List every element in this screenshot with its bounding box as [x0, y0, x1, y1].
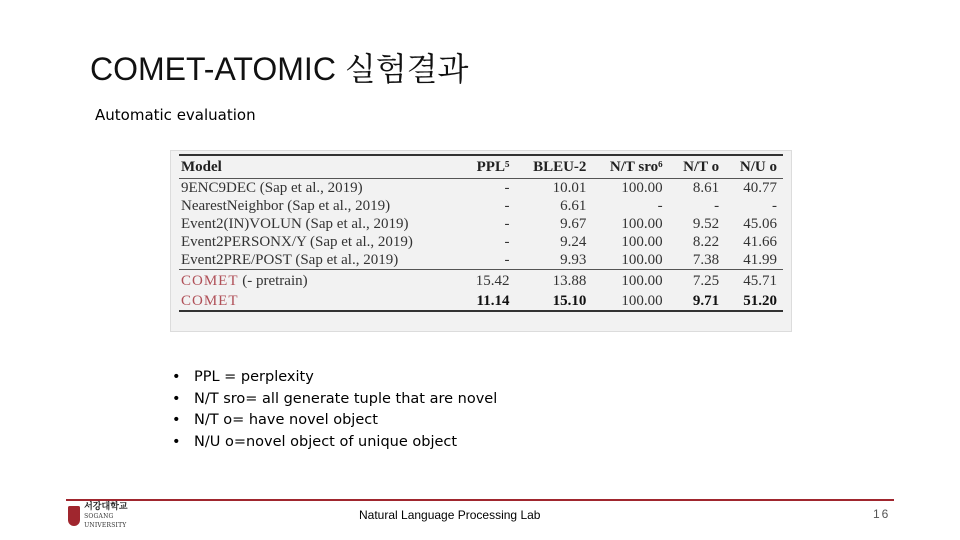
table-row	[179, 215, 783, 233]
ppl-cell: -	[504, 198, 510, 214]
table-header-row	[179, 155, 783, 179]
list-item-text: N/T o= have novel object	[194, 412, 378, 428]
model-cell: Event2(IN)VOLUN (Sap et al., 2019)	[181, 216, 409, 232]
slide-title: COMET-ATOMIC 실험결과	[90, 51, 469, 87]
bleu2-cell: 9.67	[560, 216, 587, 232]
definition-list	[172, 367, 497, 453]
nt-sro-cell: 100.00	[592, 290, 668, 311]
nt-sro-cell: -	[657, 198, 663, 214]
list-item	[172, 389, 497, 411]
results-table	[179, 154, 783, 312]
nt-o-cell: 7.38	[692, 252, 720, 268]
model-cell: Event2PERSONX/Y (Sap et al., 2019)	[181, 234, 413, 250]
nu-o-cell: 40.77	[743, 180, 777, 196]
ppl-cell: -	[504, 180, 510, 196]
logo-english-name: SOGANG UNIVERSITY	[84, 512, 127, 529]
table-row	[179, 251, 783, 270]
model-cell	[179, 290, 462, 311]
university-logo	[68, 501, 148, 529]
nu-o-cell: 45.06	[743, 216, 777, 232]
shield-icon	[68, 506, 80, 526]
nu-o-cell: 41.66	[743, 234, 777, 250]
bleu2-cell: 9.93	[560, 252, 587, 268]
list-item-text: N/U o=novel object of unique object	[194, 433, 458, 450]
nt-o-cell: -	[714, 198, 720, 214]
nt-o-cell: 9.52	[692, 216, 720, 232]
header-model: Model	[179, 155, 462, 179]
ppl-cell: 11.14	[462, 290, 516, 311]
model-cell: 9ENC9DEC (Sap et al., 2019)	[181, 180, 363, 196]
nu-o-cell: 41.99	[743, 252, 777, 268]
model-cell	[179, 270, 462, 291]
logo-text	[84, 503, 148, 530]
footer-divider	[66, 499, 894, 501]
nu-o-cell: -	[772, 198, 777, 214]
header-ppl: PPL⁵	[462, 155, 516, 179]
slide-subtitle: Automatic evaluation	[95, 106, 256, 124]
bullet-marker: •	[172, 412, 181, 428]
bullet-marker: •	[172, 390, 181, 407]
list-item-text: PPL = perplexity	[194, 369, 314, 385]
header-bleu2: BLEU-2	[515, 155, 592, 179]
model-variant: (- pretrain)	[242, 273, 308, 289]
comet-model-name: COMET	[181, 273, 239, 289]
bleu2-cell: 10.01	[552, 180, 587, 196]
bullet-marker: •	[172, 369, 181, 385]
ppl-cell: 15.42	[462, 270, 516, 291]
ppl-cell: -	[504, 252, 510, 268]
bleu2-cell: 6.61	[560, 198, 587, 214]
table-row	[179, 233, 783, 251]
table-row	[179, 290, 783, 311]
table-row	[179, 270, 783, 291]
list-item	[172, 367, 497, 389]
nt-sro-cell: 100.00	[621, 216, 663, 232]
list-item	[172, 432, 497, 454]
nu-o-cell: 45.71	[725, 270, 783, 291]
bleu2-cell: 9.24	[560, 234, 587, 250]
model-cell: NearestNeighbor (Sap et al., 2019)	[181, 198, 391, 214]
footer-lab-name: Natural Language Processing Lab	[359, 508, 541, 522]
nt-o-cell: 9.71	[669, 290, 726, 311]
page-number: 16	[873, 507, 891, 521]
bleu2-cell: 15.10	[515, 290, 592, 311]
nt-o-cell: 8.22	[692, 234, 720, 250]
bleu2-cell: 13.88	[515, 270, 592, 291]
comet-model-name: COMET	[181, 293, 239, 309]
nt-sro-cell: 100.00	[592, 270, 668, 291]
results-table-image	[170, 150, 792, 332]
header-nt-o: N/T o	[669, 155, 726, 179]
logo-korean-name: 서강대학교	[84, 501, 128, 512]
list-item-text: N/T sro= all generate tuple that are novel	[194, 390, 498, 407]
table-row	[179, 179, 783, 198]
nt-sro-cell: 100.00	[621, 180, 663, 196]
ppl-cell: -	[504, 216, 510, 232]
model-cell: Event2PRE/POST (Sap et al., 2019)	[181, 252, 399, 268]
list-item	[172, 410, 497, 432]
table-row	[179, 197, 783, 215]
nt-o-cell: 7.25	[669, 270, 726, 291]
nu-o-cell: 51.20	[725, 290, 783, 311]
header-nt-sro: N/T sro⁶	[592, 155, 668, 179]
nt-sro-cell: 100.00	[621, 252, 663, 268]
nt-o-cell: 8.61	[692, 180, 720, 196]
nt-sro-cell: 100.00	[621, 234, 663, 250]
ppl-cell: -	[504, 234, 510, 250]
bullet-marker: •	[172, 433, 181, 450]
header-nu-o: N/U o	[725, 155, 783, 179]
